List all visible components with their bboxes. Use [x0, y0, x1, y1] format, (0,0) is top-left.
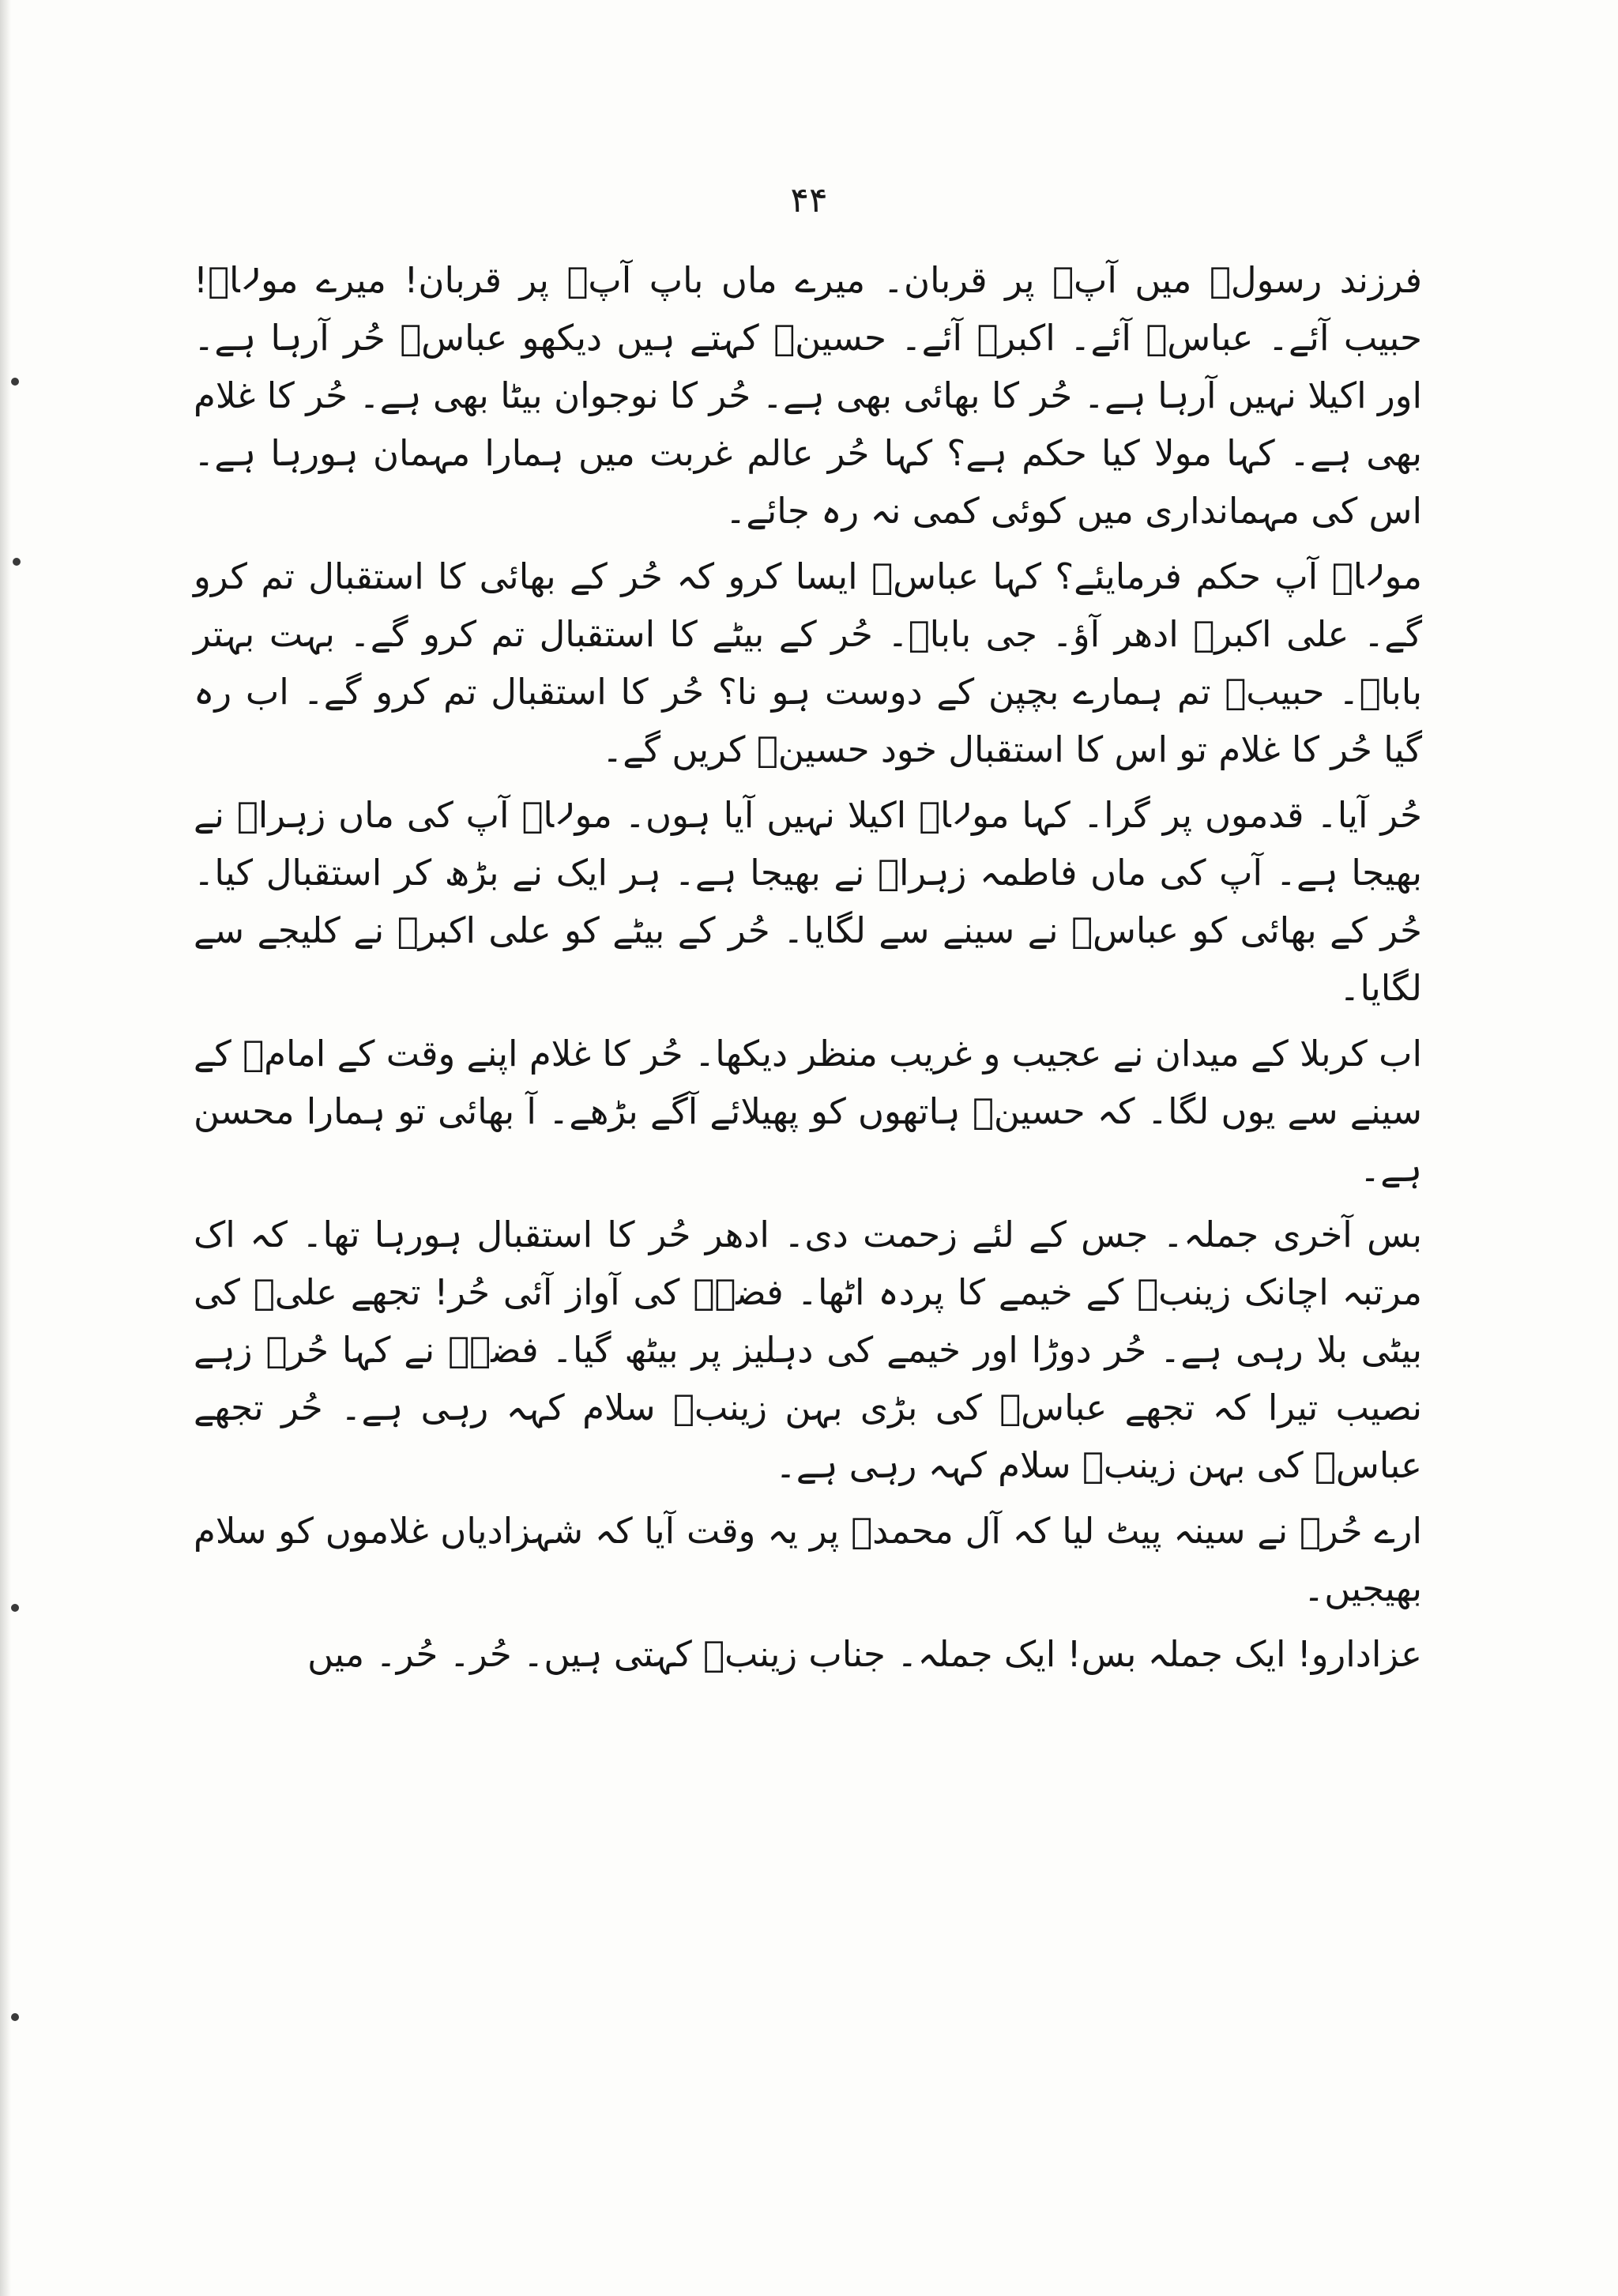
- paragraph: حُر آیا۔ قدموں پر گرا۔ کہا مولاؑ اکیلا نہیں آیا ہوں۔ مولاؑ آپ کی ماں زہراؑ نے بھیجا ہے۔ آپ کی ماں فاطمہ زہراؑ نے بھیجا ہے۔ ہر ایک نے بڑھ کر استقبال کیا۔ حُر کے بھائی کو عباسؑ نے سینے سے لگایا۔ حُر کے بیٹے کو علی اکبرؑ نے کلیجے سے لگایا۔: [194, 794, 1422, 1009]
- paragraph: ارے حُرؑ نے سینہ پیٹ لیا کہ آل محمدؐ پر یہ وقت آیا کہ شہزادیاں غلاموں کو سلام بھیجیں۔: [194, 1510, 1422, 1609]
- binding-hole-mark: [13, 558, 21, 566]
- binding-hole-mark: [11, 2013, 19, 2021]
- binding-hole-mark: [11, 1604, 19, 1612]
- binding-hole-mark: [11, 378, 19, 386]
- paragraph: اب کربلا کے میدان نے عجیب و غریب منظر دیکھا۔ حُر کا غلام اپنے وقت کے امامؑ کے سینے سے یوں لگا۔ کہ حسینؑ ہاتھوں کو پھیلائے آگے بڑھے۔ آ بھائی تو ہمارا محسن ہے۔: [194, 1033, 1422, 1190]
- paragraph: عزادارو! ایک جملہ بس! ایک جملہ۔ جناب زینبؑ کہتی ہیں۔ حُر۔ حُر۔ میں: [307, 1633, 1422, 1675]
- paragraph: بس آخری جملہ۔ جس کے لئے زحمت دی۔ ادھر حُر کا استقبال ہورہا تھا۔ کہ اک مرتبہ اچانک زینبؑ کے خیمے کا پردہ اٹھا۔ فضہؑ کی آواز آئی حُر! تجھے علیؑ کی بیٹی بلا رہی ہے۔ حُر دوڑا اور خیمے کی دہلیز پر بیٹھ گیا۔ فضہؑ نے کہا حُرؑ زہے نصیب تیرا کہ تجھے عباسؑ کی بڑی بہن زینبؑ سلام کہہ رہی ہے۔ حُر تجھے عباسؑ کی بہن زینبؑ سلام کہہ رہی ہے۔: [194, 1214, 1422, 1486]
- paragraph: فرزند رسولؑ میں آپؑ پر قربان۔ میرے ماں باپ آپؑ پر قربان! میرے مولاؑ! حبیب آئے۔ عباسؑ آئے۔ اکبرؑ آئے۔ حسینؑ کہتے ہیں دیکھو عباسؑ حُر آرہا ہے۔ اور اکیلا نہیں آرہا ہے۔ حُر کا بھائی بھی ہے۔ حُر کا نوجوان بیٹا بھی ہے۔ حُر کا غلام بھی ہے۔ کہا مولا کیا حکم ہے؟ کہا حُر عالم غربت میں ہمارا مہمان ہورہا ہے۔ اس کی مہمانداری میں کوئی کمی نہ رہ جائے۔: [194, 259, 1422, 532]
- body-text: [194, 251, 1422, 1691]
- paragraph: مولاؑ آپ حکم فرمایئے؟ کہا عباسؑ ایسا کرو کہ حُر کے بھائی کا استقبال تم کرو گے۔ علی اکبرؑ ادھر آؤ۔ جی باباؑ۔ حُر کے بیٹے کا استقبال تم کرو گے۔ بہت بہتر باباؑ۔ حبیبؑ تم ہمارے بچپن کے دوست ہو نا؟ حُر کا استقبال تم کرو گے۔ اب رہ گیا حُر کا غلام تو اس کا استقبال خود حسینؑ کریں گے۔: [194, 555, 1422, 770]
- page-number: ۴۴: [790, 180, 828, 220]
- page-edge-shadow: [0, 0, 11, 2296]
